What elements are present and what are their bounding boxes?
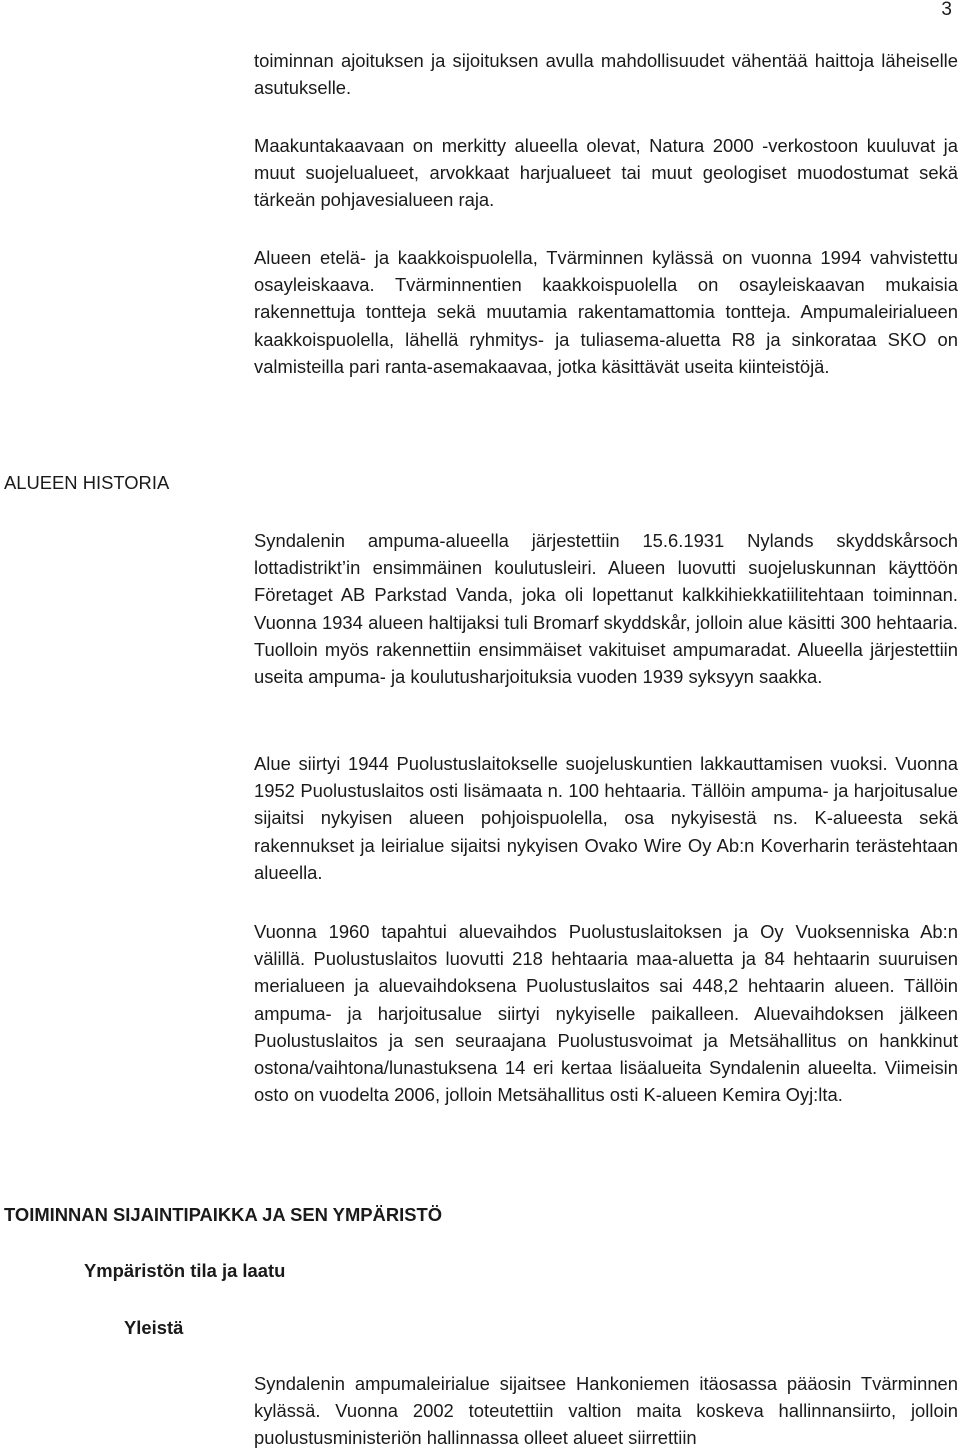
- intro-paragraph-2: Maakuntakaavaan on merkitty alueella olevat, Natura 2000 -verkostoon kuuluvat ja muut suojelualueet, arvokkaat harjualueet tai muut geologiset muodostumat sekä tärkeän pohjavesialueen raja.: [254, 135, 958, 211]
- page-number: 3: [941, 0, 952, 20]
- subheading-environment: Ympäristön tila ja laatu: [84, 1260, 286, 1281]
- history-paragraph-3: Vuonna 1960 tapahtui aluevaihdos Puolustuslaitoksen ja Oy Vuoksenniska Ab:n välillä. Puolustuslaitos luovutti 218 hehtaaria maa-aluetta ja 84 hehtaarin suuruisen merialueen ja aluevaihdoksena Puolustuslaitos sai 448,2 hehtaarin alueen. Tällöin ampuma- ja harjoitusalue siirtyi nykyiselle paikalleen. Aluevaihdoksen jälkeen Puolustuslaitos ja sen seuraajana Puolustusvoimat ja Metsähallitus on hankkinut ostona/vaihtona/lunastuksena 14 eri kertaa lisäalueita Syndalenin alueelta. Viimeisin osto on vuodelta 2006, jolloin Metsähallitus osti K-alueen Kemira Oyj:lta.: [254, 921, 958, 1106]
- history-paragraph-2: Alue siirtyi 1944 Puolustuslaitokselle suojeluskuntien lakkauttamisen vuoksi. Vuonna 1952 Puolustuslaitos osti lisämaata n. 100 hehtaaria. Tällöin ampuma- ja harjoitusalue sijaitsi nykyisen alueen pohjoispuolella, osa nykyisestä ns. K-alueesta sekä rakennukset ja leirialue sijaitsi nykyisen Ovako Wire Oy Ab:n Koverharin terästehtaan alueella.: [254, 753, 958, 883]
- section-heading-history: ALUEEN HISTORIA: [4, 472, 170, 493]
- subheading-general: Yleistä: [124, 1317, 184, 1338]
- intro-paragraph-1: toiminnan ajoituksen ja sijoituksen avulla mahdollisuudet vähentää haittoja läheiselle asutukselle.: [254, 50, 958, 99]
- history-paragraph-1: Syndalenin ampuma-alueella järjestettiin 15.6.1931 Nylands skyddskårsoch lottadistrikt’in ensimmäinen koulutusleiri. Alueen luovutti suojeluskunnan käyttöön Företaget AB Parkstad Vanda, joka oli lopettanut kalkkihiekkatiilitehtaan toiminnan. Vuonna 1934 alueen haltijaksi tuli Bromarf skyddskår, jolloin alue käsitti 300 hehtaaria. Tuolloin myös rakennettiin ensimmäiset vakituiset ampumaradat. Alueella järjestettiin useita ampuma- ja koulutusharjoituksia vuoden 1939 syksyyn saakka.: [254, 530, 958, 688]
- intro-paragraph-3: Alueen etelä- ja kaakkoispuolella, Tvärminnen kylässä on vuonna 1994 vahvistettu osayleiskaava. Tvärminnentien kaakkoispuolella on osayleiskaavan mukaisia rakennettuja tontteja sekä muutamia rakentamattomia tontteja. Ampumaleirialueen kaakkoispuolella, lähellä ryhmitys- ja tuliasema-aluetta R8 ja sinkorataa SKO on valmisteilla pari ranta-asemakaavaa, jotka käsittävät useita kiinteistöjä.: [254, 247, 958, 377]
- location-paragraph-1: Syndalenin ampumaleirialue sijaitsee Hankoniemen itäosassa pääosin Tvärminnen kylässä. Vuonna 2002 toteutettiin valtion maita koskeva hallinnansiirto, jolloin puolustusministeriön hallinnassa olleet alueet siirrettiin: [254, 1373, 958, 1449]
- section-heading-location: TOIMINNAN SIJAINTIPAIKKA JA SEN YMPÄRISTÖ: [4, 1204, 443, 1225]
